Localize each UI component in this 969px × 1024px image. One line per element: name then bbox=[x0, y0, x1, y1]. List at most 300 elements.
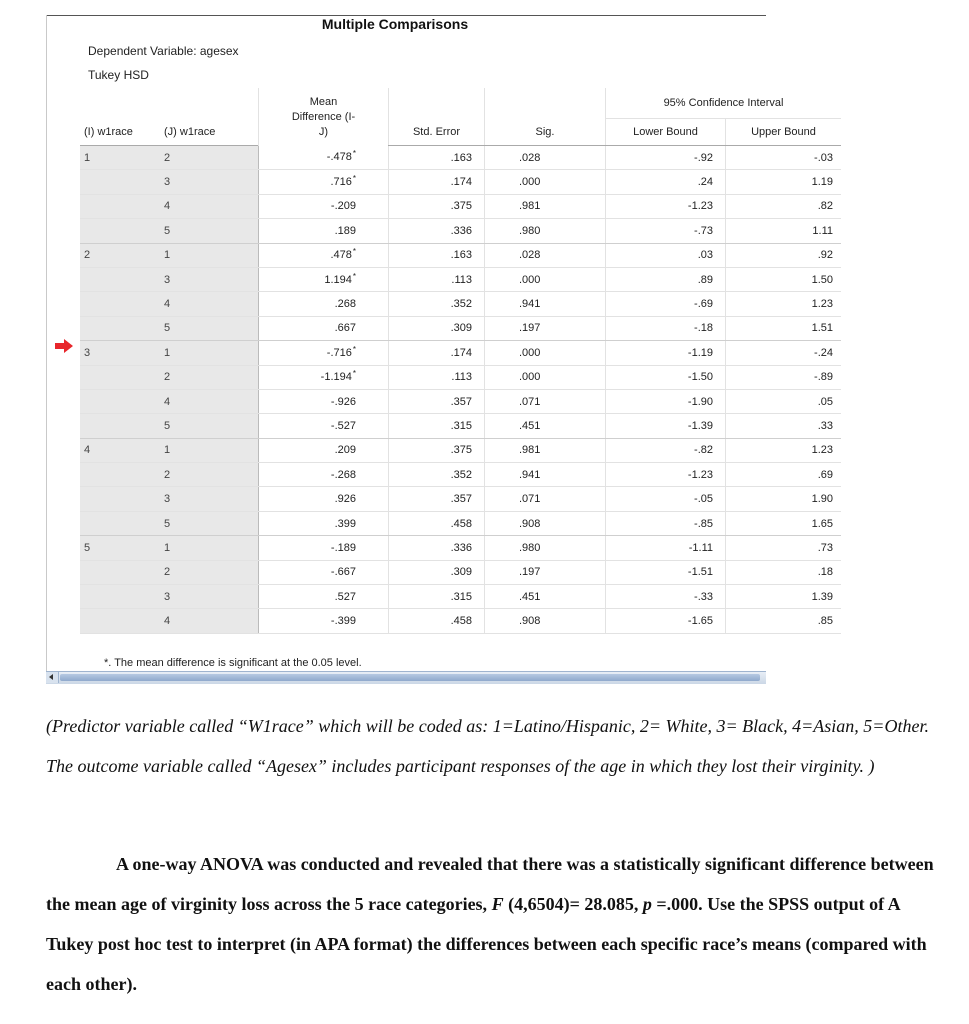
cell-std-error bbox=[389, 389, 485, 413]
task-part1: A one-way ANOVA was conducted and revealed that there was a statistically significant difference between the mean age of virginity loss across the 5 race categories, bbox=[46, 854, 934, 914]
header-j-w1race: (J) w1race bbox=[160, 119, 259, 146]
red-arrow-icon bbox=[55, 339, 73, 353]
significance-star: * bbox=[352, 149, 356, 159]
cell-i-w1race-value: 4 bbox=[84, 444, 91, 457]
table-row bbox=[80, 267, 841, 291]
cell-std-error-value: .458 bbox=[450, 615, 472, 628]
cell-i-w1race bbox=[80, 316, 160, 340]
table-row bbox=[80, 463, 841, 487]
cell-upper-bound bbox=[726, 365, 842, 389]
cell-i-w1race bbox=[80, 389, 160, 413]
cell-j-w1race-value: 5 bbox=[164, 419, 171, 432]
cell-mean-difference-value: .716 bbox=[330, 176, 352, 189]
significance-star: * bbox=[352, 369, 356, 379]
header-spacer-se bbox=[389, 88, 485, 119]
cell-lower-bound bbox=[606, 316, 726, 340]
cell-j-w1race-value: 1 bbox=[164, 249, 171, 262]
cell-lower-bound-value: -1.65 bbox=[687, 615, 713, 628]
cell-sig-value: .981 bbox=[519, 444, 541, 457]
cell-lower-bound-value: .24 bbox=[697, 176, 713, 189]
cell-mean-difference bbox=[259, 414, 389, 438]
cell-upper-bound-value: -.89 bbox=[814, 371, 833, 384]
cell-std-error-value: .309 bbox=[450, 566, 472, 579]
cell-std-error bbox=[389, 316, 485, 340]
cell-sig-value: .980 bbox=[519, 541, 541, 554]
cell-mean-difference-value: -.268 bbox=[330, 468, 356, 481]
cell-std-error bbox=[389, 536, 485, 560]
cell-i-w1race-value: 2 bbox=[84, 249, 91, 262]
cell-sig-value: .000 bbox=[519, 273, 541, 286]
cell-lower-bound bbox=[606, 463, 726, 487]
cell-j-w1race bbox=[160, 194, 259, 218]
cell-i-w1race-value: 1 bbox=[84, 151, 91, 164]
task-part3: =.000. Use the SPSS output of A Tukey post hoc test to interpret (in APA format) the differences between each specific race’s means (compared with each other). bbox=[46, 894, 927, 994]
cell-upper-bound-value: .85 bbox=[817, 615, 833, 628]
cell-sig bbox=[485, 487, 606, 511]
cell-mean-difference-value: .667 bbox=[334, 322, 356, 335]
significance-star: * bbox=[352, 174, 356, 184]
cell-lower-bound-value: -.92 bbox=[694, 151, 713, 164]
cell-j-w1race-value: 4 bbox=[164, 395, 171, 408]
test-name-label: Tukey HSD bbox=[88, 68, 149, 82]
cell-mean-difference-value: .926 bbox=[334, 493, 356, 506]
cell-sig bbox=[485, 511, 606, 535]
cell-j-w1race bbox=[160, 365, 259, 389]
cell-mean-difference bbox=[259, 365, 389, 389]
cell-sig bbox=[485, 316, 606, 340]
cell-j-w1race-value: 5 bbox=[164, 224, 171, 237]
cell-j-w1race-value: 5 bbox=[164, 517, 171, 530]
table-row bbox=[80, 170, 841, 194]
cell-std-error-value: .375 bbox=[450, 200, 472, 213]
cell-mean-difference bbox=[259, 267, 389, 291]
cell-mean-difference bbox=[259, 463, 389, 487]
cell-j-w1race bbox=[160, 487, 259, 511]
cell-j-w1race bbox=[160, 511, 259, 535]
cell-upper-bound-value: .18 bbox=[817, 566, 833, 579]
cell-mean-difference-value: -.209 bbox=[330, 200, 356, 213]
cell-sig bbox=[485, 585, 606, 609]
cell-std-error-value: .174 bbox=[450, 346, 472, 359]
cell-sig-value: .197 bbox=[519, 322, 541, 335]
cell-std-error-value: .336 bbox=[450, 224, 472, 237]
cell-lower-bound-value: -1.50 bbox=[687, 371, 713, 384]
cell-sig bbox=[485, 219, 606, 243]
cell-i-w1race bbox=[80, 146, 160, 170]
cell-sig-value: .981 bbox=[519, 200, 541, 213]
cell-std-error-value: .315 bbox=[450, 590, 472, 603]
significance-star: * bbox=[352, 247, 356, 257]
cell-lower-bound-value: -1.19 bbox=[687, 346, 713, 359]
cell-upper-bound bbox=[726, 146, 842, 170]
cell-lower-bound bbox=[606, 365, 726, 389]
cell-lower-bound bbox=[606, 170, 726, 194]
cell-mean-difference-value: -1.194 bbox=[320, 371, 352, 384]
table-body bbox=[80, 146, 841, 634]
cell-mean-difference-value: -.926 bbox=[330, 395, 356, 408]
cell-lower-bound bbox=[606, 438, 726, 462]
cell-i-w1race bbox=[80, 414, 160, 438]
table-row bbox=[80, 365, 841, 389]
cell-j-w1race-value: 1 bbox=[164, 541, 171, 554]
header-i-w1race: (I) w1race bbox=[80, 119, 160, 146]
cell-mean-difference-value: -.189 bbox=[330, 541, 356, 554]
cell-lower-bound bbox=[606, 219, 726, 243]
cell-upper-bound-value: 1.23 bbox=[811, 444, 833, 457]
table-row bbox=[80, 389, 841, 413]
cell-upper-bound-value: .92 bbox=[817, 249, 833, 262]
cell-upper-bound bbox=[726, 585, 842, 609]
cell-mean-difference-value: .478 bbox=[330, 249, 352, 262]
cell-upper-bound bbox=[726, 389, 842, 413]
cell-upper-bound-value: -.03 bbox=[814, 151, 833, 164]
table-row bbox=[80, 316, 841, 340]
cell-lower-bound bbox=[606, 292, 726, 316]
task-f-symbol: F bbox=[491, 894, 504, 914]
cell-std-error bbox=[389, 585, 485, 609]
header-sig: Sig. bbox=[485, 119, 606, 146]
cell-std-error bbox=[389, 414, 485, 438]
cell-i-w1race bbox=[80, 487, 160, 511]
cell-sig bbox=[485, 536, 606, 560]
cell-std-error-value: .309 bbox=[450, 322, 472, 335]
header-confidence-interval: 95% Confidence Interval bbox=[606, 88, 842, 119]
cell-sig-value: .000 bbox=[519, 371, 541, 384]
header-std-error: Std. Error bbox=[389, 119, 485, 146]
cell-std-error-value: .375 bbox=[450, 444, 472, 457]
cell-lower-bound bbox=[606, 194, 726, 218]
cell-lower-bound bbox=[606, 560, 726, 584]
cell-mean-difference-value: .189 bbox=[334, 224, 356, 237]
cell-std-error-value: .174 bbox=[450, 176, 472, 189]
cell-sig-value: .071 bbox=[519, 395, 541, 408]
cell-j-w1race bbox=[160, 389, 259, 413]
cell-sig bbox=[485, 438, 606, 462]
cell-i-w1race bbox=[80, 341, 160, 365]
cell-upper-bound bbox=[726, 316, 842, 340]
cell-j-w1race-value: 3 bbox=[164, 493, 171, 506]
cell-lower-bound-value: -1.39 bbox=[687, 419, 713, 432]
cell-std-error-value: .113 bbox=[451, 371, 472, 384]
cell-i-w1race bbox=[80, 170, 160, 194]
cell-mean-difference-value: 1.194 bbox=[324, 273, 352, 286]
cell-upper-bound-value: 1.11 bbox=[812, 224, 833, 237]
cell-sig-value: .908 bbox=[519, 517, 541, 530]
cell-lower-bound-value: .03 bbox=[697, 249, 713, 262]
cell-j-w1race bbox=[160, 560, 259, 584]
cell-upper-bound bbox=[726, 194, 842, 218]
table-row bbox=[80, 146, 841, 170]
cell-j-w1race bbox=[160, 219, 259, 243]
cell-upper-bound bbox=[726, 438, 842, 462]
cell-i-w1race bbox=[80, 365, 160, 389]
cell-mean-difference bbox=[259, 389, 389, 413]
cell-j-w1race-value: 1 bbox=[164, 346, 171, 359]
cell-i-w1race bbox=[80, 560, 160, 584]
cell-j-w1race-value: 4 bbox=[164, 298, 171, 311]
cell-upper-bound bbox=[726, 487, 842, 511]
cell-sig bbox=[485, 341, 606, 365]
cell-j-w1race-value: 2 bbox=[164, 151, 171, 164]
cell-upper-bound bbox=[726, 243, 842, 267]
cell-sig-value: .000 bbox=[519, 176, 541, 189]
table-row bbox=[80, 560, 841, 584]
cell-lower-bound-value: -.33 bbox=[694, 590, 713, 603]
cell-mean-difference bbox=[259, 146, 389, 170]
cell-mean-difference-value: .268 bbox=[334, 298, 356, 311]
cell-upper-bound bbox=[726, 511, 842, 535]
cell-sig-value: .028 bbox=[519, 249, 541, 262]
cell-i-w1race-value: 5 bbox=[84, 541, 91, 554]
cell-upper-bound-value: 1.50 bbox=[811, 273, 833, 286]
cell-lower-bound-value: -1.23 bbox=[687, 468, 713, 481]
cell-sig-value: .197 bbox=[519, 566, 541, 579]
cell-j-w1race bbox=[160, 292, 259, 316]
cell-std-error bbox=[389, 560, 485, 584]
cell-mean-difference bbox=[259, 316, 389, 340]
cell-lower-bound bbox=[606, 414, 726, 438]
horizontal-scrollbar[interactable] bbox=[46, 671, 766, 684]
cell-upper-bound-value: -.24 bbox=[814, 346, 833, 359]
cell-std-error-value: .163 bbox=[450, 249, 472, 262]
table-row bbox=[80, 511, 841, 535]
cell-upper-bound bbox=[726, 170, 842, 194]
cell-sig bbox=[485, 243, 606, 267]
cell-lower-bound-value: -.73 bbox=[694, 224, 713, 237]
cell-lower-bound bbox=[606, 487, 726, 511]
cell-j-w1race bbox=[160, 316, 259, 340]
cell-upper-bound bbox=[726, 267, 842, 291]
cell-sig bbox=[485, 414, 606, 438]
cell-i-w1race bbox=[80, 194, 160, 218]
cell-i-w1race bbox=[80, 536, 160, 560]
cell-upper-bound-value: .69 bbox=[817, 468, 833, 481]
table-title: Multiple Comparisons bbox=[321, 16, 469, 32]
cell-sig-value: .451 bbox=[519, 590, 541, 603]
header-spacer-sig bbox=[485, 88, 606, 119]
cell-j-w1race bbox=[160, 341, 259, 365]
cell-std-error-value: .336 bbox=[450, 541, 472, 554]
cell-std-error bbox=[389, 219, 485, 243]
cell-upper-bound-value: 1.39 bbox=[811, 590, 833, 603]
table-row bbox=[80, 219, 841, 243]
cell-i-w1race-value: 3 bbox=[84, 346, 91, 359]
cell-lower-bound bbox=[606, 609, 726, 633]
cell-j-w1race-value: 3 bbox=[164, 273, 171, 286]
cell-j-w1race-value: 4 bbox=[164, 615, 171, 628]
table-row bbox=[80, 609, 841, 633]
cell-sig bbox=[485, 365, 606, 389]
cell-std-error-value: .352 bbox=[450, 298, 472, 311]
cell-lower-bound bbox=[606, 243, 726, 267]
cell-lower-bound bbox=[606, 389, 726, 413]
table-row bbox=[80, 341, 841, 365]
table-row bbox=[80, 438, 841, 462]
cell-upper-bound-value: 1.51 bbox=[811, 322, 833, 335]
cell-lower-bound-value: -.18 bbox=[694, 322, 713, 335]
cell-j-w1race bbox=[160, 146, 259, 170]
cell-lower-bound bbox=[606, 267, 726, 291]
cell-std-error bbox=[389, 170, 485, 194]
cell-lower-bound-value: -1.23 bbox=[687, 200, 713, 213]
cell-std-error-value: .163 bbox=[450, 151, 472, 164]
cell-upper-bound-value: 1.23 bbox=[811, 298, 833, 311]
cell-std-error bbox=[389, 365, 485, 389]
cell-mean-difference-value: -.527 bbox=[330, 419, 356, 432]
cell-mean-difference-value: .399 bbox=[334, 517, 356, 530]
cell-sig bbox=[485, 463, 606, 487]
cell-lower-bound-value: -1.51 bbox=[687, 566, 713, 579]
cell-sig bbox=[485, 560, 606, 584]
cell-lower-bound bbox=[606, 585, 726, 609]
cell-std-error bbox=[389, 511, 485, 535]
scroll-left-arrow-icon[interactable] bbox=[46, 672, 59, 683]
cell-lower-bound bbox=[606, 341, 726, 365]
cell-mean-difference-value: .209 bbox=[334, 444, 356, 457]
cell-upper-bound bbox=[726, 536, 842, 560]
cell-j-w1race-value: 2 bbox=[164, 566, 171, 579]
cell-i-w1race bbox=[80, 292, 160, 316]
table-row bbox=[80, 194, 841, 218]
cell-std-error bbox=[389, 267, 485, 291]
cell-j-w1race-value: 3 bbox=[164, 176, 171, 189]
cell-lower-bound-value: -1.11 bbox=[688, 541, 713, 554]
cell-std-error-value: .357 bbox=[450, 493, 472, 506]
cell-upper-bound bbox=[726, 463, 842, 487]
cell-lower-bound bbox=[606, 511, 726, 535]
cell-mean-difference bbox=[259, 487, 389, 511]
cell-upper-bound-value: .05 bbox=[817, 395, 833, 408]
cell-j-w1race-value: 1 bbox=[164, 444, 171, 457]
cell-std-error bbox=[389, 146, 485, 170]
cell-mean-difference bbox=[259, 243, 389, 267]
cell-j-w1race bbox=[160, 414, 259, 438]
cell-std-error bbox=[389, 438, 485, 462]
cell-sig-value: .451 bbox=[519, 419, 541, 432]
predictor-note: (Predictor variable called “W1race” which will be coded as: 1=Latino/Hispanic, 2= White, 3= Black, 4=Asian, 5=Other. The outcome variable called “Agesex” includes participant responses of the age in which they lost their virginity. ) bbox=[46, 716, 929, 776]
table-row bbox=[80, 414, 841, 438]
cell-lower-bound-value: -.82 bbox=[694, 444, 713, 457]
cell-sig bbox=[485, 170, 606, 194]
cell-std-error bbox=[389, 463, 485, 487]
cell-upper-bound bbox=[726, 341, 842, 365]
cell-upper-bound bbox=[726, 292, 842, 316]
cell-std-error bbox=[389, 341, 485, 365]
cell-mean-difference bbox=[259, 536, 389, 560]
header-mean-difference-line1: Mean bbox=[309, 95, 338, 108]
cell-j-w1race bbox=[160, 170, 259, 194]
cell-sig-value: .028 bbox=[519, 151, 541, 164]
cell-upper-bound bbox=[726, 609, 842, 633]
cell-j-w1race-value: 4 bbox=[164, 200, 171, 213]
cell-j-w1race bbox=[160, 438, 259, 462]
task-part2: (4,6504)= 28.085, bbox=[503, 894, 643, 914]
dependent-variable-label: Dependent Variable: agesex bbox=[88, 44, 239, 58]
cell-sig-value: .908 bbox=[519, 615, 541, 628]
header-spacer-j bbox=[160, 88, 259, 119]
cell-j-w1race-value: 5 bbox=[164, 322, 171, 335]
table-row bbox=[80, 487, 841, 511]
cell-mean-difference-value: -.667 bbox=[330, 566, 356, 579]
cell-i-w1race bbox=[80, 609, 160, 633]
header-spacer-i bbox=[80, 88, 160, 119]
cell-upper-bound bbox=[726, 219, 842, 243]
cell-mean-difference bbox=[259, 170, 389, 194]
cell-j-w1race-value: 2 bbox=[164, 468, 171, 481]
cell-i-w1race bbox=[80, 267, 160, 291]
cell-j-w1race-value: 3 bbox=[164, 590, 171, 603]
cell-mean-difference bbox=[259, 219, 389, 243]
cell-mean-difference bbox=[259, 511, 389, 535]
cell-i-w1race bbox=[80, 585, 160, 609]
cell-mean-difference bbox=[259, 585, 389, 609]
cell-i-w1race bbox=[80, 438, 160, 462]
cell-i-w1race bbox=[80, 219, 160, 243]
cell-sig-value: .941 bbox=[519, 468, 541, 481]
cell-j-w1race-value: 2 bbox=[164, 371, 171, 384]
cell-j-w1race bbox=[160, 609, 259, 633]
cell-sig bbox=[485, 292, 606, 316]
cell-j-w1race bbox=[160, 243, 259, 267]
cell-j-w1race bbox=[160, 463, 259, 487]
cell-j-w1race bbox=[160, 585, 259, 609]
header-upper-bound: Upper Bound bbox=[726, 119, 842, 146]
cell-std-error-value: .113 bbox=[451, 273, 472, 286]
header-mean-difference-line3: J) bbox=[318, 125, 329, 138]
cell-upper-bound-value: .82 bbox=[817, 200, 833, 213]
cell-std-error-value: .357 bbox=[450, 395, 472, 408]
table-row bbox=[80, 243, 841, 267]
significance-star: * bbox=[352, 271, 356, 281]
cell-i-w1race bbox=[80, 243, 160, 267]
cell-lower-bound-value: .89 bbox=[697, 273, 713, 286]
cell-upper-bound-value: .33 bbox=[817, 419, 833, 432]
cell-std-error bbox=[389, 487, 485, 511]
significance-star: * bbox=[352, 344, 356, 354]
cell-mean-difference bbox=[259, 292, 389, 316]
task-instructions bbox=[46, 844, 951, 1004]
header-mean-difference-line2: Difference (I- bbox=[291, 110, 356, 123]
scrollbar-thumb[interactable] bbox=[60, 674, 760, 681]
cell-upper-bound-value: 1.19 bbox=[811, 176, 833, 189]
cell-std-error-value: .315 bbox=[450, 419, 472, 432]
cell-j-w1race bbox=[160, 536, 259, 560]
cell-lower-bound bbox=[606, 146, 726, 170]
cell-upper-bound bbox=[726, 414, 842, 438]
cell-i-w1race bbox=[80, 463, 160, 487]
multiple-comparisons-table bbox=[80, 88, 841, 634]
cell-sig bbox=[485, 389, 606, 413]
table-row bbox=[80, 292, 841, 316]
table-footnote: *. The mean difference is significant at the 0.05 level. bbox=[104, 657, 362, 669]
table-row bbox=[80, 585, 841, 609]
cell-mean-difference bbox=[259, 560, 389, 584]
cell-sig-value: .071 bbox=[519, 493, 541, 506]
cell-lower-bound-value: -.05 bbox=[694, 493, 713, 506]
cell-mean-difference bbox=[259, 609, 389, 633]
cell-lower-bound bbox=[606, 536, 726, 560]
cell-std-error bbox=[389, 292, 485, 316]
cell-upper-bound bbox=[726, 560, 842, 584]
cell-std-error-value: .458 bbox=[450, 517, 472, 530]
cell-mean-difference-value: .527 bbox=[334, 590, 356, 603]
cell-sig bbox=[485, 609, 606, 633]
cell-std-error bbox=[389, 243, 485, 267]
cell-sig-value: .941 bbox=[519, 298, 541, 311]
cell-j-w1race bbox=[160, 267, 259, 291]
cell-mean-difference bbox=[259, 341, 389, 365]
cell-mean-difference-value: -.478 bbox=[326, 151, 352, 164]
